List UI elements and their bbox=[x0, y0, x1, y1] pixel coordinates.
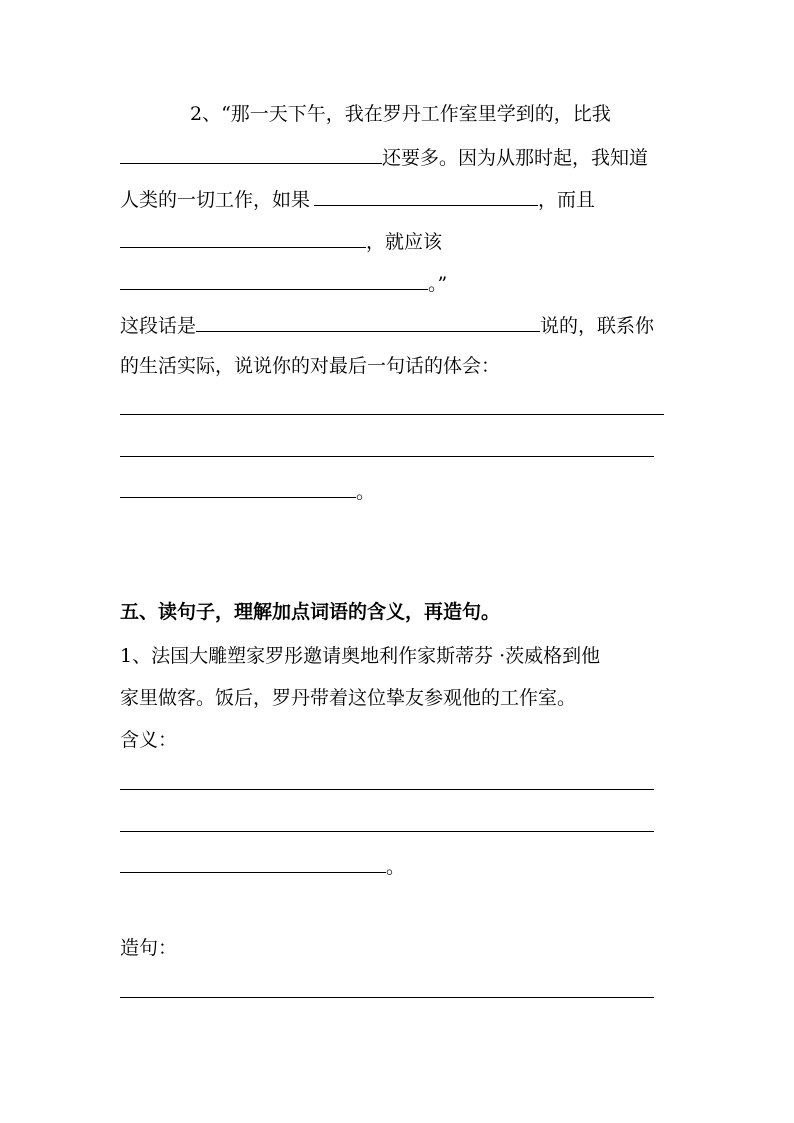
q2-blank-1[interactable] bbox=[120, 143, 382, 164]
meaning-line-3 bbox=[120, 852, 405, 878]
sentence-line-1[interactable] bbox=[120, 997, 654, 998]
q2-line-6 bbox=[120, 311, 654, 337]
section5-heading: 五、读句子，理解加点词语的含义，再造句。 bbox=[120, 601, 501, 623]
q2-line-4 bbox=[120, 227, 442, 253]
meaning-end: 。 bbox=[386, 856, 406, 878]
q2-line-6-prefix: 这段话是 bbox=[120, 315, 197, 337]
q2-answer-blank[interactable] bbox=[120, 477, 356, 498]
q2-answer-line-2[interactable] bbox=[120, 456, 654, 457]
q2-answer-end: 。 bbox=[356, 481, 376, 503]
q2-line-4-suffix: ，就应该 bbox=[366, 231, 443, 253]
q2-line-5-suffix: 。” bbox=[428, 273, 448, 295]
meaning-blank[interactable] bbox=[120, 852, 386, 873]
meaning-label: 含义： bbox=[120, 729, 178, 751]
q2-line-3-suffix: ，而且 bbox=[538, 189, 596, 211]
q2-line-6-suffix: 说的，联系你 bbox=[540, 315, 655, 337]
q2-line-5 bbox=[120, 269, 447, 295]
q2-line-7: 的生活实际，说说你的对最后一句话的体会： bbox=[120, 355, 501, 377]
q2-blank-4[interactable] bbox=[120, 269, 428, 290]
q2-blank-2[interactable] bbox=[314, 185, 538, 206]
q2-line-2 bbox=[120, 143, 648, 169]
section5-q1-line-2: 家里做客。饭后，罗丹带着这位挚友参观他的工作室。 bbox=[120, 687, 577, 709]
meaning-line-1[interactable] bbox=[120, 789, 654, 790]
section5-q1-line-1: 1、法国大雕塑家罗彤邀请奥地利作家斯蒂芬 ·茨威格到他 bbox=[120, 645, 601, 667]
q2-line-3 bbox=[120, 185, 595, 211]
q2-blank-5[interactable] bbox=[196, 311, 540, 332]
q2-answer-line-3 bbox=[120, 477, 375, 503]
q2-line-2-text: 还要多。因为从那时起，我知道 bbox=[382, 147, 649, 169]
q2-blank-3[interactable] bbox=[120, 227, 366, 248]
q2-answer-line-1[interactable] bbox=[120, 414, 664, 415]
q2-line-3-prefix: 人类的一切工作，如果 bbox=[120, 189, 311, 211]
q2-line-1: 2、“那一天下午，我在罗丹工作室里学到的，比我 bbox=[190, 103, 611, 125]
meaning-line-2[interactable] bbox=[120, 831, 654, 832]
sentence-label: 造句： bbox=[120, 937, 178, 959]
